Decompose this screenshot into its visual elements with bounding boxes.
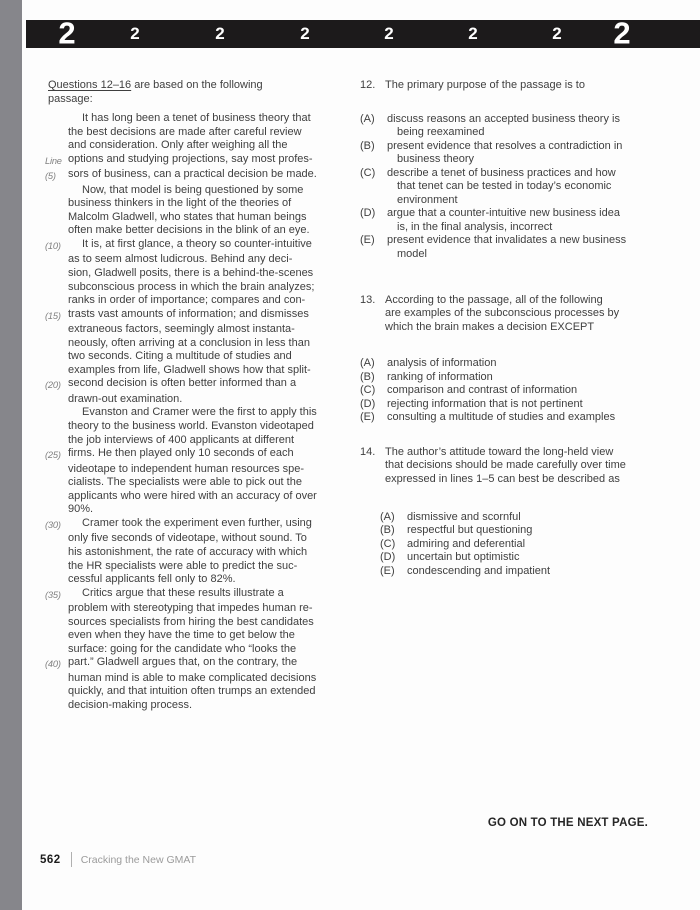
passage-line	[45, 503, 352, 517]
line-number-label	[45, 602, 68, 616]
option-text-line: condescending and impatient	[407, 564, 551, 577]
line-number-label	[45, 629, 68, 643]
passage-text-line: neously, often arriving at a conclusion in less than	[68, 336, 310, 349]
option-text-line: ranking of information	[387, 370, 493, 383]
line-number-label	[45, 406, 68, 420]
passage-text-line: It is, at first glance, a theory so counter-intuitive	[82, 237, 312, 250]
line-number-label	[45, 184, 68, 198]
option-text-line: environment	[397, 193, 458, 206]
passage-text-line: cialists. The specialists were able to pick out the	[68, 476, 302, 489]
line-number-label	[45, 434, 68, 448]
answer-option	[360, 113, 660, 140]
line-number-label	[45, 337, 68, 351]
passage-text-line: extraneous factors, seemingly almost instanta-	[68, 323, 295, 336]
option-text	[407, 551, 660, 565]
passage-lines	[45, 112, 352, 713]
passage-line	[45, 294, 352, 308]
passage-text-line: applicants who were hired with an accuracy of over	[68, 489, 317, 502]
passage-line	[45, 112, 352, 126]
line-number-label: (20)	[45, 380, 61, 391]
answer-option	[360, 140, 660, 167]
passage-line	[45, 267, 352, 281]
option-letter: (C)	[360, 166, 376, 179]
passage-line	[45, 420, 352, 434]
passage-line	[45, 281, 352, 295]
line-number-label	[45, 490, 68, 504]
answer-option	[380, 551, 660, 565]
passage-line	[45, 463, 352, 477]
passage-line	[45, 434, 352, 448]
option-letter: (D)	[360, 397, 376, 410]
option-text-line: model	[397, 248, 427, 261]
option-letter: (C)	[380, 537, 396, 550]
passage-line	[45, 616, 352, 630]
question-stem	[385, 79, 660, 93]
passage-line	[45, 560, 352, 574]
answer-option	[360, 167, 660, 208]
passage-text-line: Evanston and Cramer were the first to apply this	[82, 406, 317, 419]
passage-text-line: trasts vast amounts of information; and dismisses	[68, 307, 309, 320]
passage-text-line: drawn-out examination.	[68, 392, 183, 405]
question-stem-line: expressed in lines 1–5 can best be described as	[385, 473, 620, 486]
passage-text-line: theory to the business world. Evanston videotaped	[68, 420, 314, 433]
passage-text-line: part.” Gladwell argues that, on the contrary, the	[68, 656, 298, 669]
option-text	[407, 524, 660, 538]
passage-line	[45, 490, 352, 504]
answer-option	[360, 357, 660, 371]
option-text-line: business theory	[397, 153, 475, 166]
answer-option	[380, 538, 660, 552]
answer-option	[360, 398, 660, 412]
line-number-label	[45, 350, 68, 364]
passage-text-line: only five seconds of videotape, without sound. To	[68, 532, 307, 545]
question-number: 12.	[360, 79, 376, 91]
passage-text-line: quickly, and that intuition often trumps an extended	[68, 685, 316, 698]
passage-line	[45, 393, 352, 407]
option-text-line: present evidence that invalidates a new business	[387, 234, 627, 247]
footer-divider	[71, 852, 72, 867]
passage-line	[45, 126, 352, 140]
question-12	[360, 79, 660, 262]
passage-line	[45, 350, 352, 364]
question-stem-line: The primary purpose of the passage is to	[385, 79, 585, 91]
answer-options	[360, 511, 660, 579]
question-stem	[385, 446, 660, 487]
passage-line	[45, 602, 352, 616]
line-number-label	[45, 532, 68, 546]
passage-line	[45, 323, 352, 337]
page-footer	[40, 852, 196, 867]
passage-text-line: and consideration. Only after weighing all the	[68, 139, 288, 152]
page-number: 562	[40, 853, 61, 866]
line-number-label	[45, 139, 68, 153]
line-number-label: (35)	[45, 589, 61, 600]
line-number-label	[45, 685, 68, 699]
page-content	[45, 79, 660, 713]
line-number-label	[45, 364, 68, 378]
line-number-label	[45, 420, 68, 434]
question-stem-line: which the brain makes a decision EXCEPT	[385, 320, 595, 333]
passage-text-line: his astonishment, the rate of accuracy with which	[68, 545, 308, 558]
option-text-line: analysis of information	[387, 357, 497, 370]
passage-line	[45, 517, 352, 533]
answer-option	[360, 207, 660, 234]
option-letter: (D)	[380, 551, 396, 564]
option-text-line: dismissive and scornful	[407, 510, 521, 523]
line-number-label	[45, 211, 68, 225]
passage-line	[45, 184, 352, 198]
line-number-label	[45, 643, 68, 657]
answer-option	[360, 371, 660, 385]
passage-text-line: ranks in order of importance; compares and con-	[68, 294, 306, 307]
option-text-line: rejecting information that is not pertinent	[387, 397, 583, 410]
passage-text-line: videotape to independent human resources spe-	[68, 462, 305, 475]
answer-option	[380, 524, 660, 538]
passage-text-line: even when they have the time to get below the	[68, 629, 295, 642]
passage-line	[45, 476, 352, 490]
section-tab: 2	[215, 23, 225, 43]
answer-option	[360, 411, 660, 425]
option-letter: (A)	[360, 112, 375, 125]
header-bar	[26, 15, 700, 51]
passage-line	[45, 672, 352, 686]
passage-line	[45, 587, 352, 603]
option-letter: (C)	[360, 384, 376, 397]
passage-line	[45, 532, 352, 546]
passage-text-line: surface: going for the candidate who “looks the	[68, 642, 297, 655]
option-text	[387, 140, 660, 167]
passage-line	[45, 685, 352, 699]
passage-text-line: sion, Gladwell posits, there is a behind-the-scenes	[68, 267, 314, 280]
option-text-line: present evidence that resolves a contradiction in	[387, 139, 623, 152]
section-tab: 2	[384, 23, 394, 43]
option-text-line: comparison and contrast of information	[387, 384, 578, 397]
option-text	[387, 384, 660, 398]
passage-text-line: the job interviews of 400 applicants at different	[68, 433, 295, 446]
passage-line	[45, 406, 352, 420]
option-letter: (E)	[360, 234, 375, 247]
option-text	[387, 398, 660, 412]
option-text-line: that tenet can be tested in today’s economic	[397, 180, 612, 193]
option-text-line: admiring and deferential	[407, 537, 526, 550]
passage-intro-rest: are based on the following	[131, 79, 263, 91]
passage-text-line: human mind is able to make complicated decisions	[68, 671, 317, 684]
option-letter: (D)	[360, 207, 376, 220]
line-number-label: (25)	[45, 450, 61, 461]
section-tab: 2	[58, 15, 76, 51]
passage-text-line: sors of business, can a practical decision be made.	[68, 168, 317, 181]
option-text	[387, 357, 660, 371]
line-number-label	[45, 503, 68, 517]
passage-text-line: Now, that model is being questioned by some	[82, 183, 304, 196]
option-text-line: uncertain but optimistic	[407, 551, 520, 564]
line-number-label: (15)	[45, 310, 61, 321]
passage-line	[45, 447, 352, 463]
question-13	[360, 294, 660, 425]
option-letter: (A)	[360, 357, 375, 370]
line-number-label	[45, 224, 68, 238]
passage-text-line: decision-making process.	[68, 698, 193, 711]
section-tab: 2	[552, 23, 562, 43]
section-tab: 2	[468, 23, 478, 43]
line-number-label	[45, 546, 68, 560]
line-number-label	[45, 573, 68, 587]
answer-option	[380, 565, 660, 579]
option-letter: (A)	[380, 510, 395, 523]
passage-text-line: Cramer took the experiment even further, using	[82, 516, 312, 529]
passage-text-line: as to seem almost ludicrous. Behind any deci-	[68, 253, 293, 266]
line-number-label	[45, 699, 68, 713]
question-head	[360, 294, 660, 335]
passage-column	[45, 79, 352, 713]
option-text	[387, 207, 660, 234]
line-number-label	[45, 294, 68, 308]
line-number-label: (30)	[45, 519, 61, 530]
question-stem-line: that decisions should be made carefully over time	[385, 459, 626, 472]
question-stem-line: are examples of the subconscious processes by	[385, 307, 620, 320]
passage-line	[45, 364, 352, 378]
passage-text-line: the best decisions are made after careful review	[68, 125, 302, 138]
passage-text-line: 90%.	[68, 503, 94, 516]
option-text-line: argue that a counter-intuitive new business idea	[387, 207, 620, 220]
passage-intro	[48, 79, 352, 106]
option-text-line: consulting a multitude of studies and examples	[387, 411, 616, 424]
passage-line	[45, 629, 352, 643]
line-number-label	[45, 672, 68, 686]
passage-line	[45, 197, 352, 211]
questions-column	[360, 79, 660, 713]
line-number-label	[45, 112, 68, 126]
line-number-label	[45, 126, 68, 140]
passage-line	[45, 308, 352, 324]
option-text	[407, 511, 660, 525]
book-title: Cracking the New GMAT	[80, 853, 197, 866]
passage-line	[45, 377, 352, 393]
passage-text-line: sources specialists from hiring the best candidates	[68, 615, 314, 628]
option-letter: (E)	[380, 564, 395, 577]
option-text	[407, 565, 660, 579]
option-text	[387, 371, 660, 385]
passage-line	[45, 238, 352, 254]
section-tab: 2	[300, 23, 310, 43]
passage-text-line: examples from life, Gladwell shows how that split-	[68, 363, 311, 376]
option-letter: (B)	[360, 139, 375, 152]
question-head	[360, 446, 660, 487]
passage-intro-line2: passage:	[48, 92, 93, 105]
option-text-line: being reexamined	[397, 126, 485, 139]
option-text	[387, 113, 660, 140]
line-number-label	[45, 560, 68, 574]
passage-line	[45, 153, 352, 169]
passage-text-line: Malcolm Gladwell, who states that human beings	[68, 210, 307, 223]
passage-line	[45, 168, 352, 184]
section-tab: 2	[130, 23, 140, 43]
line-number-label	[45, 323, 68, 337]
line-number-label	[45, 253, 68, 267]
passage-line	[45, 139, 352, 153]
line-number-label: (5)	[45, 171, 56, 182]
line-number-label	[45, 463, 68, 477]
passage-line	[45, 337, 352, 351]
answer-option	[360, 384, 660, 398]
question-range-label: Questions 12–16	[48, 79, 132, 91]
answer-options	[360, 357, 660, 425]
line-number-label: (40)	[45, 659, 61, 670]
passage-line	[45, 211, 352, 225]
option-text	[387, 234, 660, 261]
passage-intro-line1	[48, 79, 352, 93]
section-tab: 2	[613, 15, 631, 51]
passage-text-line: options and studying projections, say most profes-	[68, 152, 313, 165]
option-letter: (E)	[360, 411, 375, 424]
passage-text-line: business thinkers in the light of the theories of	[68, 197, 292, 210]
line-number-label	[45, 476, 68, 490]
passage-line	[45, 224, 352, 238]
go-on-instruction: GO ON TO THE NEXT PAGE.	[487, 817, 648, 829]
passage-line	[45, 643, 352, 657]
passage-text-line: often make better decisions in the blink of an eye.	[68, 224, 310, 237]
option-letter: (B)	[380, 524, 395, 537]
option-text-line: describe a tenet of business practices and how	[387, 166, 616, 179]
passage-text-line: problem with stereotyping that impedes human re-	[68, 602, 313, 615]
line-number-label	[45, 197, 68, 211]
passage-text-line: second decision is often better informed than a	[68, 377, 297, 390]
option-text-line: respectful but questioning	[407, 524, 533, 537]
line-number-label: Line	[45, 155, 62, 166]
passage-line	[45, 573, 352, 587]
question-number: 14.	[360, 445, 376, 458]
option-text-line: is, in the final analysis, incorrect	[397, 220, 553, 233]
line-number-label	[45, 393, 68, 407]
answer-option	[380, 511, 660, 525]
passage-text-line: subconscious process in which the brain analyzes;	[68, 280, 315, 293]
passage-text-line: Critics argue that these results illustrate a	[82, 586, 284, 599]
question-stem-line: According to the passage, all of the following	[385, 293, 603, 306]
line-number-label	[45, 281, 68, 295]
passage-text-line: the HR specialists were able to predict the suc-	[68, 559, 298, 572]
option-text	[407, 538, 660, 552]
question-number: 13.	[360, 293, 376, 306]
option-text	[387, 411, 660, 425]
passage-text-line: cessful applicants fell only to 82%.	[68, 573, 236, 586]
passage-text-line: firms. He then played only 10 seconds of each	[68, 447, 294, 460]
passage-line	[45, 253, 352, 267]
line-number-label	[45, 616, 68, 630]
question-stem	[385, 294, 660, 335]
passage-line	[45, 546, 352, 560]
passage-line	[45, 656, 352, 672]
option-letter: (B)	[360, 370, 375, 383]
questions-list	[360, 79, 660, 578]
answer-option	[360, 234, 660, 261]
line-number-label: (10)	[45, 240, 61, 251]
question-14	[360, 446, 660, 578]
passage-text-line: It has long been a tenet of business theory that	[82, 112, 311, 124]
page-edge-strip	[0, 0, 22, 910]
question-head	[360, 79, 660, 93]
answer-options	[360, 113, 660, 262]
passage-text-line: two seconds. Citing a multitude of studies and	[68, 350, 292, 363]
option-text-line: discuss reasons an accepted business theory is	[387, 112, 620, 125]
option-text	[387, 167, 660, 208]
line-number-label	[45, 267, 68, 281]
question-stem-line: The author’s attitude toward the long-held view	[385, 445, 614, 458]
passage-line	[45, 699, 352, 713]
